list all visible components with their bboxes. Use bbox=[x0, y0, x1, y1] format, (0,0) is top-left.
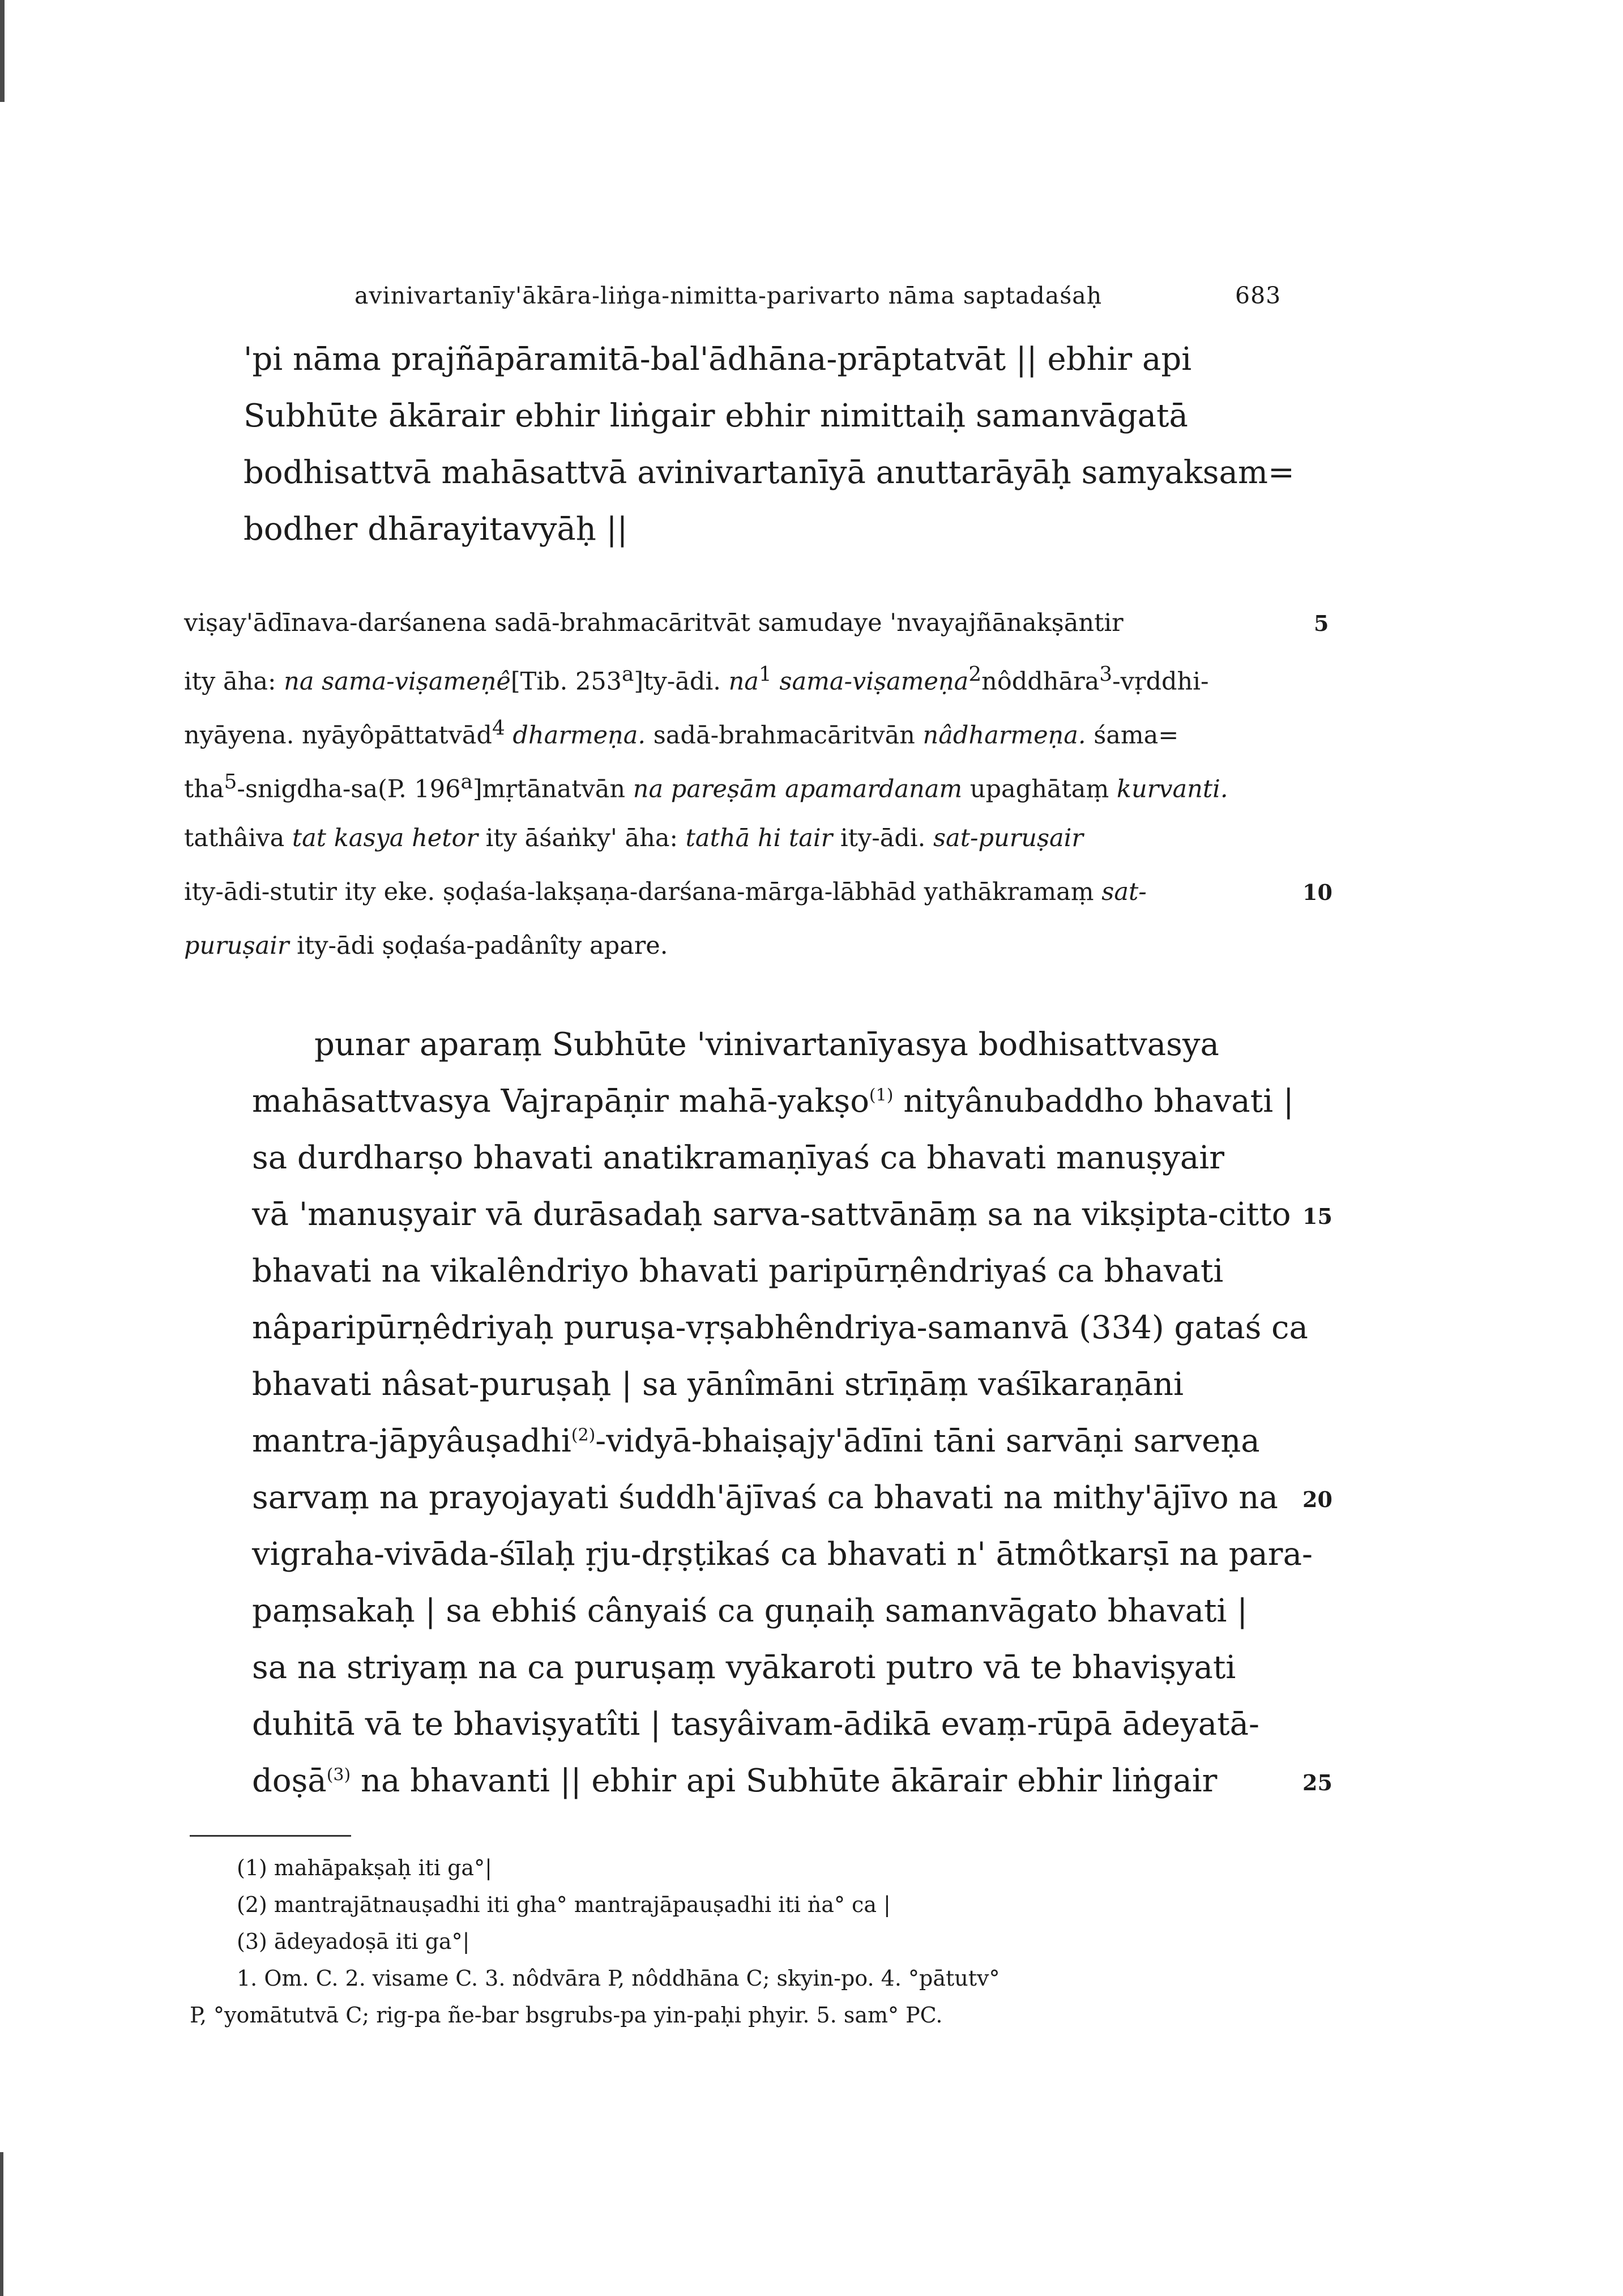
text: ity-ādi ṣoḍaśa-padânîty apare. bbox=[297, 932, 668, 960]
line-number-15: 15 bbox=[1302, 1204, 1332, 1229]
footnote-ref: 3 bbox=[1099, 663, 1113, 686]
text-line bbox=[252, 1423, 1260, 1459]
text: doṣā bbox=[252, 1762, 327, 1799]
text: tat kasya hetor bbox=[292, 824, 478, 852]
page-number: 683 bbox=[1235, 282, 1282, 309]
text-line: bhavati na vikalêndriyo bhavati paripūrṇêndriyaś ca bhavati bbox=[252, 1253, 1224, 1290]
text: nyāyena. nyāyôpāttatvād bbox=[184, 721, 492, 750]
footnote-ref: 5 bbox=[224, 770, 237, 793]
text: śama= bbox=[1094, 721, 1179, 750]
running-title: avinivartanīy'ākāra-liṅga-nimitta-parivarto nāma saptadaśaḥ bbox=[355, 282, 1103, 309]
text: dharmeṇa. bbox=[512, 721, 646, 750]
line-number-20: 20 bbox=[1302, 1487, 1332, 1512]
text: tathâiva bbox=[184, 824, 285, 852]
text: sama-viṣameṇa bbox=[779, 667, 969, 696]
text-line: sa na striyaṃ na ca puruṣaṃ vyākaroti putro vā te bhaviṣyati bbox=[252, 1649, 1236, 1686]
footnote: P, °yomātutvā C; rig-pa ñe-bar bsgrubs-pa yin-paḥi phyir. 5. sam° PC. bbox=[190, 2003, 943, 2028]
scan-edge-bottom bbox=[0, 2152, 3, 2296]
text: kurvanti. bbox=[1116, 775, 1228, 804]
text-line: duhitā vā te bhaviṣyatîti | tasyâivam-ādikā evaṃ-rūpā ādeyatā- bbox=[252, 1706, 1259, 1743]
superscript: a bbox=[460, 770, 473, 793]
footnote-ref: (3) bbox=[326, 1765, 351, 1785]
text: na pareṣām apamardanam bbox=[633, 775, 963, 804]
footnote: (2) mantrajātnauṣadhi iti gha° mantrajāpauṣadhi iti ṅa° ca | bbox=[237, 1892, 891, 1917]
text: tathā hi tair bbox=[685, 824, 833, 852]
text: ]mṛtānatvān bbox=[472, 775, 626, 804]
text: -vṛddhi- bbox=[1112, 667, 1209, 696]
footnote-ref: (2) bbox=[571, 1425, 596, 1445]
text-line bbox=[252, 1762, 1217, 1799]
text-line: sa durdharṣo bhavati anatikramaṇīyaś ca bhavati manuṣyair bbox=[252, 1140, 1224, 1176]
footnote-ref: 2 bbox=[968, 663, 982, 686]
text-line: bodher dhārayitavyāḥ || bbox=[244, 511, 628, 548]
commentary-line: viṣay'ādīnava-darśanena sadā-brahmacāritvāt samudaye 'nvayajñānakṣāntir bbox=[184, 609, 1124, 637]
text: na sama-viṣameṇê bbox=[284, 667, 511, 696]
superscript: a bbox=[622, 663, 634, 686]
commentary-line bbox=[184, 878, 1147, 906]
text: puruṣair bbox=[184, 932, 289, 960]
text: ity-ādi. bbox=[840, 824, 926, 852]
text: ity āśaṅky' āha: bbox=[485, 824, 678, 852]
text: nâdharmeṇa. bbox=[922, 721, 1086, 750]
text-line: sarvaṃ na prayojayati śuddh'ājīvaś ca bhavati na mithy'ājīvo na bbox=[252, 1479, 1278, 1516]
scan-edge-top bbox=[0, 0, 5, 102]
text: -vidyā-bhaiṣajy'ādīni tāni sarvāṇi sarveṇa bbox=[595, 1423, 1260, 1459]
footnote-ref: (1) bbox=[869, 1085, 894, 1106]
footnote-rule bbox=[190, 1835, 351, 1837]
footnote-ref: 1 bbox=[758, 663, 772, 686]
text: sadā-brahmacāritvān bbox=[653, 721, 915, 750]
text-line: 'pi nāma prajñāpāramitā-bal'ādhāna-prāptatvāt || ebhir api bbox=[244, 341, 1192, 378]
text-line: bodhisattvā mahāsattvā avinivartanīyā anuttarāyāḥ samyaksam= bbox=[244, 454, 1295, 491]
footnote: (1) mahāpakṣaḥ iti ga°| bbox=[237, 1855, 492, 1880]
text-line bbox=[252, 1083, 1294, 1120]
text-line: vā 'manuṣyair vā durāsadaḥ sarva-sattvānāṃ sa na vikṣipta-citto bbox=[252, 1196, 1291, 1233]
footnote: (3) ādeyadoṣā iti ga°| bbox=[237, 1929, 470, 1954]
text: ]ty-ādi. bbox=[634, 667, 721, 696]
text: mahāsattvasya Vajrapāṇir mahā-yakṣo bbox=[252, 1083, 869, 1120]
text-line: paṃsakaḥ | sa ebhiś cânyaiś ca guṇaiḥ samanvāgato bhavati | bbox=[252, 1593, 1248, 1629]
commentary-line bbox=[184, 663, 1208, 695]
text: upaghātaṃ bbox=[969, 775, 1109, 804]
text-line: Subhūte ākārair ebhir liṅgair ebhir nimittaiḥ samanvāgatā bbox=[244, 398, 1188, 434]
text: ity āha: bbox=[184, 667, 276, 696]
text: ity-ādi-stutir ity eke. ṣoḍaśa-lakṣaṇa-darśana-mārga-lābhād yathākramaṃ bbox=[184, 878, 1094, 906]
text: sat-puruṣair bbox=[933, 824, 1083, 852]
commentary-line bbox=[184, 932, 668, 960]
text: na bhavanti || ebhir api Subhūte ākārair ebhir liṅgair bbox=[351, 1762, 1218, 1799]
commentary-line bbox=[184, 716, 1178, 749]
text: mantra-jāpyâuṣadhi bbox=[252, 1423, 571, 1459]
line-number-5: 5 bbox=[1314, 611, 1329, 636]
text-line: nâparipūrṇêdriyaḥ puruṣa-vṛṣabhêndriya-samanvā (334) gataś ca bbox=[252, 1309, 1308, 1346]
text: sat- bbox=[1101, 878, 1147, 906]
line-number-25: 25 bbox=[1302, 1770, 1332, 1795]
line-number-10: 10 bbox=[1302, 880, 1332, 905]
text: tha bbox=[184, 775, 224, 804]
text: nityânubaddho bhavati | bbox=[893, 1083, 1294, 1120]
footnote: 1. Om. C. 2. visame C. 3. nôdvāra P, nôddhāna C; skyin-po. 4. °pātutv° bbox=[237, 1966, 1000, 1991]
text: na bbox=[728, 667, 759, 696]
footnote-ref: 4 bbox=[492, 716, 505, 740]
text-line: vigraha-vivāda-śīlaḥ ṛju-dṛṣṭikaś ca bhavati n' ātmôtkarṣī na para- bbox=[252, 1536, 1313, 1573]
text-line: bhavati nâsat-puruṣaḥ | sa yānîmāni strīṇāṃ vaśīkaraṇāni bbox=[252, 1366, 1184, 1403]
text-line: punar aparaṃ Subhūte 'vinivartanīyasya bodhisattvasya bbox=[314, 1026, 1219, 1063]
text: -snigdha-sa(P. 196 bbox=[237, 775, 461, 804]
text: nôddhāra bbox=[981, 667, 1100, 696]
commentary-line bbox=[184, 770, 1228, 803]
commentary-line bbox=[184, 824, 1083, 852]
text: [Tib. 253 bbox=[510, 667, 622, 696]
